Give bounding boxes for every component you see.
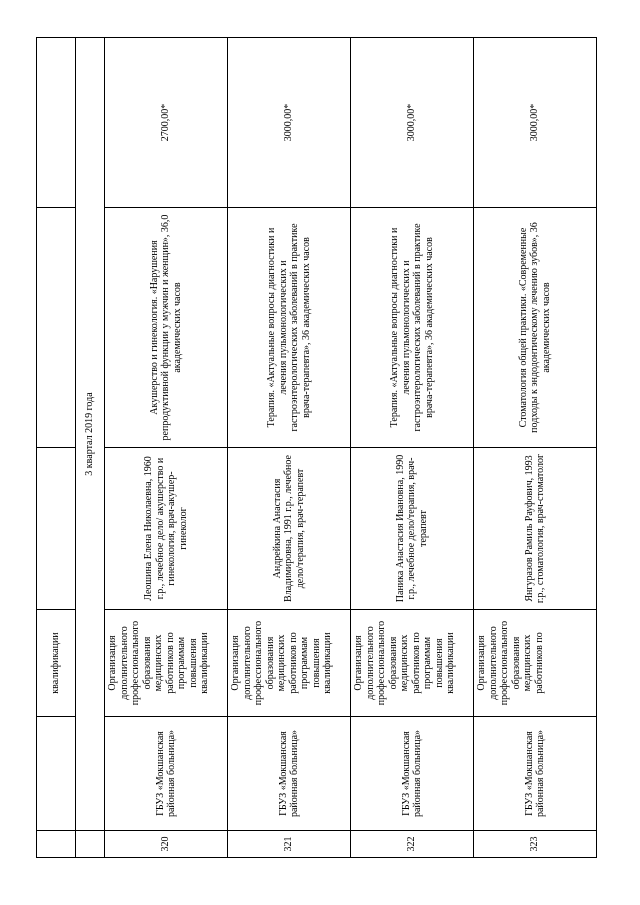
institution-cell: ГБУЗ «Мокшанская районная больница» [474, 717, 597, 831]
header-row [37, 38, 76, 858]
section-row [76, 38, 105, 858]
header-cell-person [37, 448, 76, 610]
person-cell: Паника Анастасия Ивановна, 1990 г.р., лечебное дело/терапия, врач-терапевт [351, 448, 474, 610]
table-row [474, 38, 597, 858]
row-number: 320 [105, 831, 228, 858]
program-type-cell: Организация дополнительного профессионального образования медицинских работников по программам повышения квалификации [351, 610, 474, 717]
header-cell-institution [37, 717, 76, 831]
course-cell: Терапия. «Актуальные вопросы диагностики и лечения пульмонологических и гастроэнтерологических заболеваний в практике врача-терапевта», 36 академических часов [351, 208, 474, 448]
section-title: 3 квартал 2019 года [76, 38, 105, 831]
program-type-cell: Организация дополнительного профессионального образования медицинских работников по [474, 610, 597, 717]
institution-cell: ГБУЗ «Мокшанская районная больница» [228, 717, 351, 831]
person-cell: Янгуразов Рамиль Рауфович, 1993 г.р., стоматология, врач-стоматолог [474, 448, 597, 610]
header-cell-num [37, 831, 76, 858]
program-type-cell: Организация дополнительного профессионального образования медицинских работников по программам повышения квалификации [228, 610, 351, 717]
rotated-table-container [36, 38, 560, 858]
price-cell: 3000,00* [474, 38, 597, 208]
institution-cell: ГБУЗ «Мокшанская районная больница» [351, 717, 474, 831]
header-cell-course [37, 208, 76, 448]
row-number: 322 [351, 831, 474, 858]
program-type-cell: Организация дополнительного профессионального образования медицинских работников по программам повышения квалификации [105, 610, 228, 717]
section-blank-cell [76, 831, 105, 858]
course-cell: Акушерство и гинекология. «Нарушения репродуктивной функции у мужчин и женщин», 36,0 академических часов [105, 208, 228, 448]
course-cell: Терапия. «Актуальные вопросы диагностики и лечения пульмонологических и гастроэнтерологических заболеваний в практике врача-терапевта», 36 академических часов [228, 208, 351, 448]
person-cell: Леошина Елена Николаевна, 1960 г.р., лечебное дело/ акушерство и гинекология, врач-акушер-гинеколог [105, 448, 228, 610]
table-row [228, 38, 351, 858]
row-number: 321 [228, 831, 351, 858]
person-cell: Андрейкина Анастасия Владимировна, 1991 г.р., лечебное дело/терапия, врач-терапевт [228, 448, 351, 610]
price-cell: 3000,00* [351, 38, 474, 208]
price-cell: 2700,00* [105, 38, 228, 208]
course-cell: Стоматология общей практики. «Современные подходы к эндодонтическому лечению зубов», 36 академических часов [474, 208, 597, 448]
institution-cell: ГБУЗ «Мокшанская районная больница» [105, 717, 228, 831]
row-number: 323 [474, 831, 597, 858]
table-row [105, 38, 228, 858]
training-table [36, 37, 597, 858]
table-row [351, 38, 474, 858]
header-cell-qualification: квалификации [37, 610, 76, 717]
header-cell-price [37, 38, 76, 208]
price-cell: 3000,00* [228, 38, 351, 208]
